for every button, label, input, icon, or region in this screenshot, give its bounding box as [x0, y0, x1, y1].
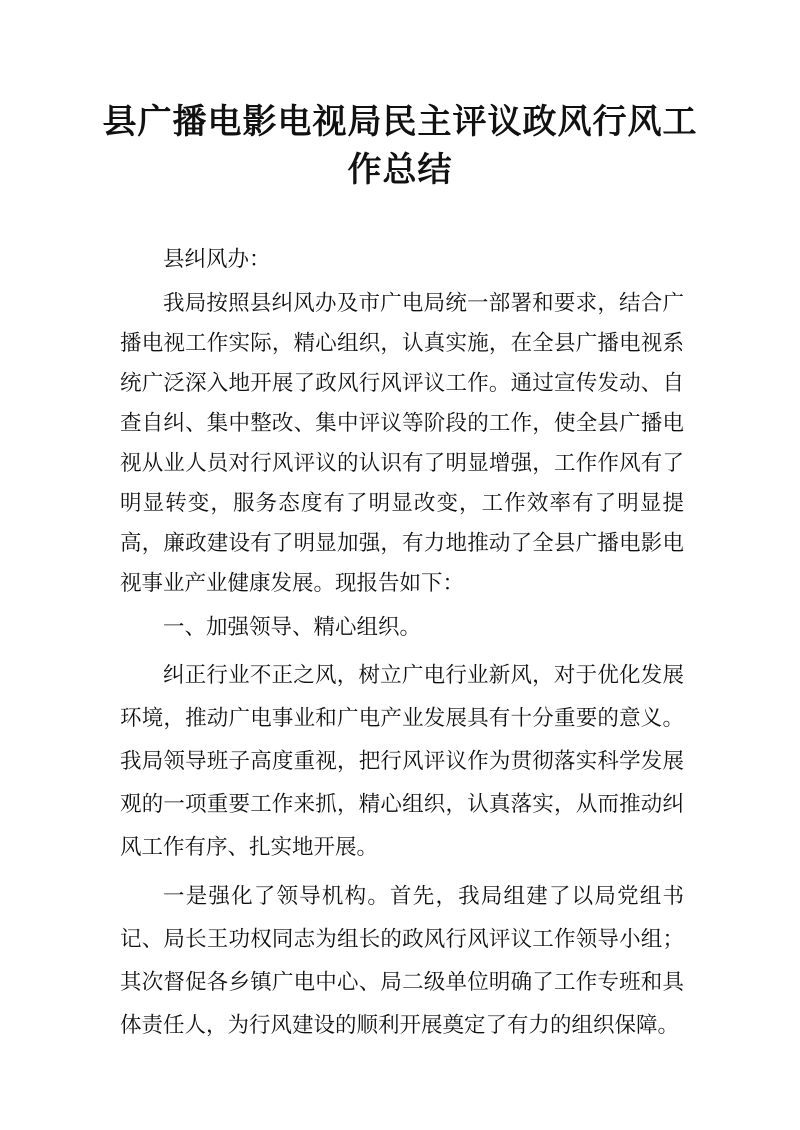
- document-body: [120, 240, 684, 1047]
- body-paragraph: 纠正行业不正之风，树立广电行业新风，对于优化发展环境，推动广电事业和广电产业发展具有十分重要的意义。我局领导班子高度重视，把行风评议作为贯彻落实科学发展观的一项重要工作来抓，精心组织，认真落实，从而推动纠风工作有序、扎实地开展。: [120, 663, 684, 860]
- salutation: 县纠风办：: [163, 247, 271, 272]
- section-heading: 一、加强领导、精心组织。: [163, 615, 422, 640]
- body-paragraph: 我局按照县纠风办及市广电局统一部署和要求，结合广播电视工作实际，精心组织，认真实施，在全县广播电视系统广泛深入地开展了政风行风评议工作。通过宣传发动、自查自纠、集中整改、集中评议等阶段的工作，使全县广播电视从业人员对行风评议的认识有了明显增强，工作作风有了明显转变，服务态度有了明显改变，工作效率有了明显提高，廉政建设有了明显加强，有力地推动了全县广播电影电视事业产业健康发展。现报告如下：: [120, 291, 684, 596]
- document-title: 县广播电影电视局民主评议政风行风工作总结: [102, 102, 698, 190]
- body-paragraph: 一是强化了领导机构。首先，我局组建了以局党组书记、局长王功权同志为组长的政风行风评议工作领导小组；其次督促各乡镇广电中心、局二级单位明确了工作专班和具体责任人，为行风建设的顺利开展奠定了有力的组织保障。: [120, 884, 684, 1038]
